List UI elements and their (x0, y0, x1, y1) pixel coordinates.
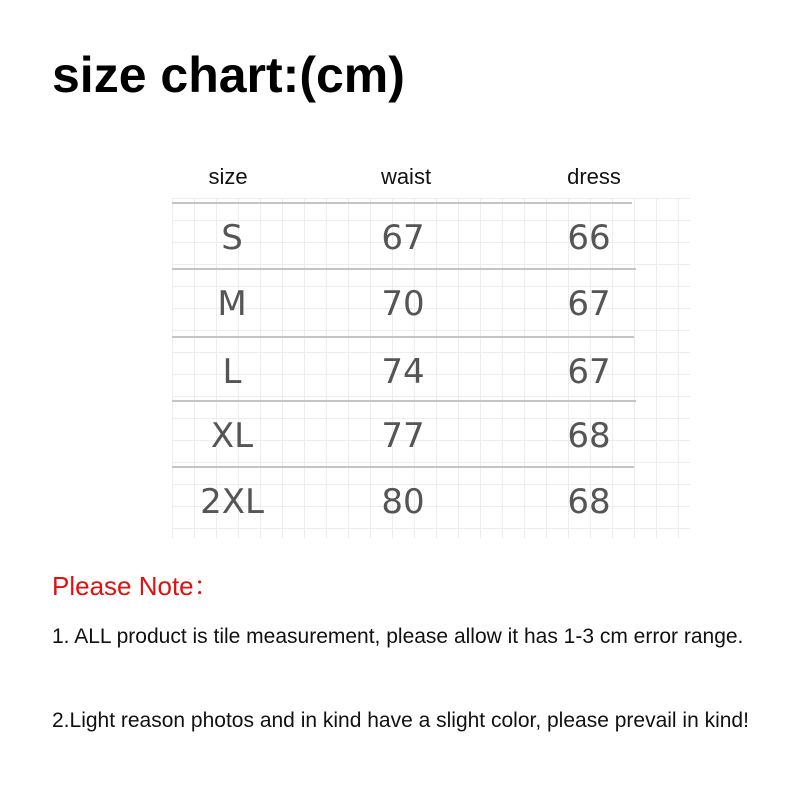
cell-waist: 77 (381, 416, 425, 456)
header-dress: dress (567, 164, 621, 189)
table-divider (172, 202, 632, 204)
cell-size: XL (210, 416, 254, 456)
cell-dress: 66 (567, 218, 611, 258)
cell-size: L (222, 352, 242, 392)
table-divider (172, 268, 636, 270)
note-title: Please Note： (52, 571, 220, 601)
table-row (172, 340, 632, 404)
note-line: 1. ALL product is tile measurement, please allow it has 1-3 cm error range. (52, 625, 744, 648)
note-line: 2.Light reason photos and in kind have a slight color, please prevail in kind! (52, 709, 749, 732)
cell-dress: 68 (567, 482, 611, 522)
header-waist: waist (380, 164, 432, 189)
cell-dress: 67 (567, 284, 611, 324)
cell-size: 2XL (200, 482, 264, 522)
cell-dress: 68 (567, 416, 611, 456)
cell-waist: 74 (381, 352, 425, 392)
size-table (172, 160, 690, 540)
table-divider (172, 466, 634, 468)
cell-size: M (217, 284, 247, 324)
table-row (172, 206, 632, 270)
cell-waist: 67 (381, 218, 425, 258)
header-size: size (208, 164, 248, 189)
table-row (172, 404, 632, 468)
table-header-row (172, 160, 632, 196)
page-title: size chart:(cm) (52, 47, 405, 103)
cell-waist: 80 (381, 482, 425, 522)
table-divider (172, 336, 634, 338)
table-row (172, 470, 632, 534)
cell-dress: 67 (567, 352, 611, 392)
table-row (172, 272, 632, 336)
cell-size: S (221, 218, 243, 258)
table-divider (172, 400, 636, 402)
cell-waist: 70 (381, 284, 425, 324)
